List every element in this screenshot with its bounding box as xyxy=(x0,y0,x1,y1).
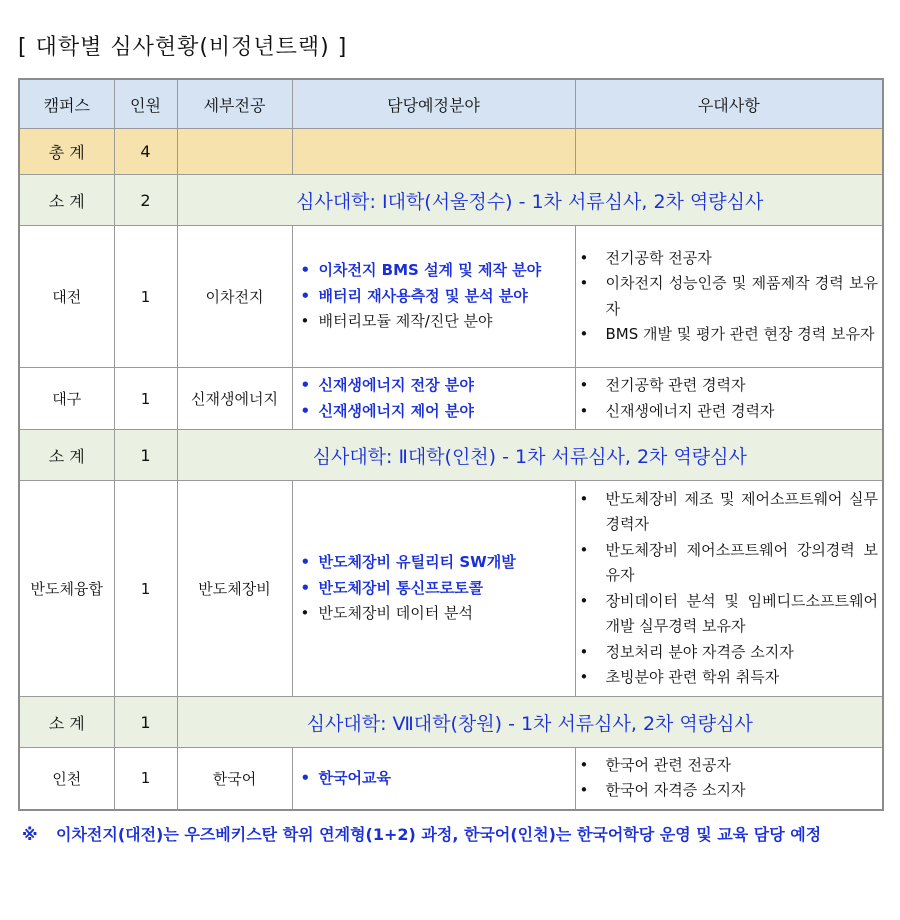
preferences-cell xyxy=(575,368,883,430)
subtotal-count: 1 xyxy=(114,697,177,748)
header-fields: 담당예정분야 xyxy=(292,79,575,129)
list-item: • 이차전지 BMS 설계 및 제작 분야 xyxy=(293,258,571,284)
subtotal-row xyxy=(19,430,883,481)
subtotal-count: 2 xyxy=(114,175,177,226)
header-row xyxy=(19,79,883,129)
list-item: • 배터리모듈 제작/진단 분야 xyxy=(293,309,571,335)
table-row xyxy=(19,748,883,810)
list-item: • 한국어교육 xyxy=(293,766,571,792)
count-cell: 1 xyxy=(114,748,177,810)
total-count: 4 xyxy=(114,129,177,175)
review-status-table xyxy=(18,78,884,811)
list-item: • 신재생에너지 관련 경력자 xyxy=(576,399,879,425)
table-row xyxy=(19,368,883,430)
list-item: • 반도체장비 통신프로토콜 xyxy=(293,576,571,602)
total-row xyxy=(19,129,883,175)
subtotal-count: 1 xyxy=(114,430,177,481)
header-count: 인원 xyxy=(114,79,177,129)
review-college-banner: 심사대학: Ⅰ대학(서울정수) - 1차 서류심사, 2차 역량심사 xyxy=(177,175,883,226)
campus-cell: 대구 xyxy=(19,368,114,430)
major-cell: 한국어 xyxy=(177,748,292,810)
count-cell: 1 xyxy=(114,481,177,697)
list-item: • 전기공학 전공자 xyxy=(576,246,879,272)
review-college-banner: 심사대학: Ⅱ대학(인천) - 1차 서류심사, 2차 역량심사 xyxy=(177,430,883,481)
list-item: • 한국어 관련 전공자 xyxy=(576,753,879,779)
major-cell: 신재생에너지 xyxy=(177,368,292,430)
fields-cell xyxy=(292,368,575,430)
major-cell: 반도체장비 xyxy=(177,481,292,697)
fields-list xyxy=(293,258,575,335)
preferences-cell xyxy=(575,481,883,697)
header-preferences: 우대사항 xyxy=(575,79,883,129)
fields-list xyxy=(293,550,575,627)
header-major: 세부전공 xyxy=(177,79,292,129)
count-cell: 1 xyxy=(114,226,177,368)
review-college-banner: 심사대학: Ⅶ대학(창원) - 1차 서류심사, 2차 역량심사 xyxy=(177,697,883,748)
subtotal-label: 소 계 xyxy=(19,175,114,226)
list-item: • 신재생에너지 전장 분야 xyxy=(293,373,571,399)
preferences-cell xyxy=(575,748,883,810)
table-row xyxy=(19,226,883,368)
reference-mark: ※ xyxy=(22,825,38,844)
list-item: • 한국어 자격증 소지자 xyxy=(576,778,879,804)
fields-list xyxy=(293,766,575,792)
fields-list xyxy=(293,373,575,424)
list-item: • BMS 개발 및 평가 관련 현장 경력 보유자 xyxy=(576,322,879,348)
count-cell: 1 xyxy=(114,368,177,430)
list-item: • 반도체장비 유틸리티 SW개발 xyxy=(293,550,571,576)
list-item: • 정보처리 분야 자격증 소지자 xyxy=(576,640,879,666)
preferences-list xyxy=(576,753,883,804)
preferences-list xyxy=(576,487,883,691)
list-item: • 반도체장비 제조 및 제어소프트웨어 실무경력자 xyxy=(576,487,879,538)
preferences-list xyxy=(576,373,883,424)
campus-cell: 반도체융합 xyxy=(19,481,114,697)
page-title: [ 대학별 심사현황(비정년트랙) ] xyxy=(18,35,348,60)
subtotal-row xyxy=(19,175,883,226)
list-item: • 전기공학 관련 경력자 xyxy=(576,373,879,399)
list-item: • 반도체장비 제어소프트웨어 강의경력 보유자 xyxy=(576,538,879,589)
list-item: • 이차전지 성능인증 및 제품제작 경력 보유자 xyxy=(576,271,879,322)
list-item: • 신재생에너지 제어 분야 xyxy=(293,399,571,425)
header-campus: 캠퍼스 xyxy=(19,79,114,129)
footnote-text: 이차전지(대전)는 우즈베키스탄 학위 연계형(1+2) 과정, 한국어(인천)는 한국어학당 운영 및 교육 담당 예정 xyxy=(56,825,822,844)
list-item: • 장비데이터 분석 및 임베디드소프트웨어 개발 실무경력 보유자 xyxy=(576,589,879,640)
total-label: 총 계 xyxy=(19,129,114,175)
preferences-cell xyxy=(575,226,883,368)
table-row xyxy=(19,481,883,697)
footnote xyxy=(22,822,882,848)
list-item: • 배터리 재사용측정 및 분석 분야 xyxy=(293,284,571,310)
list-item: • 초빙분야 관련 학위 취득자 xyxy=(576,665,879,691)
fields-cell xyxy=(292,748,575,810)
preferences-list xyxy=(576,246,883,348)
campus-cell: 인천 xyxy=(19,748,114,810)
campus-cell: 대전 xyxy=(19,226,114,368)
major-cell: 이차전지 xyxy=(177,226,292,368)
subtotal-label: 소 계 xyxy=(19,430,114,481)
fields-cell xyxy=(292,481,575,697)
subtotal-row xyxy=(19,697,883,748)
subtotal-label: 소 계 xyxy=(19,697,114,748)
fields-cell xyxy=(292,226,575,368)
list-item: • 반도체장비 데이터 분석 xyxy=(293,601,571,627)
